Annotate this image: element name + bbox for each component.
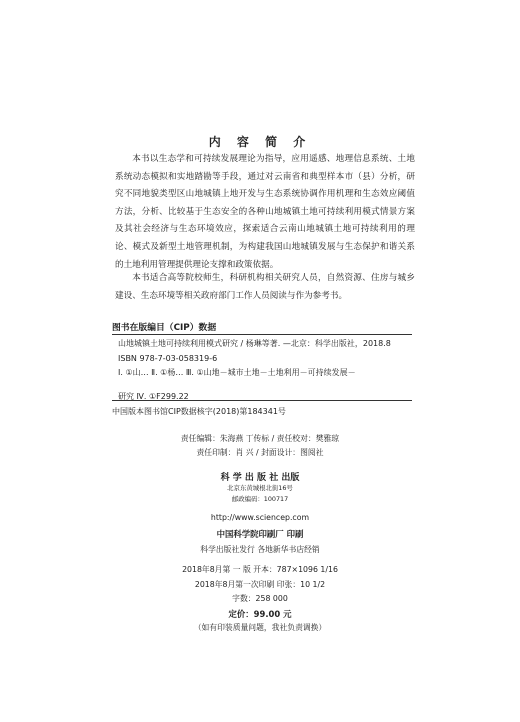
intro-paragraph-1 [115, 151, 415, 274]
printing-line: 2018年8月第一次印刷 印张：10 1/2 [194, 579, 326, 589]
cip-classification: Ⅰ. ①山… Ⅱ. ①杨… Ⅲ. ①山地－城市土地－土地利用－可持续发展－ [118, 368, 356, 377]
editors-block [0, 432, 520, 460]
cip-number: 中国版本图书馆CIP数据核字(2018)第184341号 [112, 407, 286, 416]
cip-header: 图书在版编目（CIP）数据 [112, 323, 217, 333]
publisher-name: 科 学 出 版 社 出版 [220, 473, 300, 483]
cip-title-line: 山地城镇土地可持续利用模式研究 / 杨琳等著. —北京：科学出版社，2018.8 [118, 339, 391, 348]
editors-line-2: 责任印制：肖 兴 / 封面设计：图阅社 [196, 448, 324, 457]
cip-top-rule [112, 334, 412, 335]
cip-isbn: ISBN 978-7-03-058319-6 [118, 354, 218, 363]
intro-paragraph-2-text: 本书适合高等院校师生，科研机构相关研究人员，自然资源、住房与城乡建设、生态环境等相关政府部门工作人员阅读与作为参考书。 [115, 273, 415, 301]
publisher-block [0, 470, 520, 557]
cip-classification-cont: 研究 Ⅳ. ①F299.22 [118, 392, 189, 401]
intro-paragraph-1-text: 本书以生态学和可持续发展理论为指导，应用遥感、地理信息系统、土地系统动态模拟和实地踏勘等手段，通过对云南省和典型样本市（县）分析，研究不同地貌类型区山地城镇上地开发与生态系统协调作用机理和生态效应阈值方法，分析、比较基于生态安全的各种山地城镇土地可持续利用模式情景方案及其社会经济与生态环境效应，探索适合云南山地城镇土地可持续利用的理论、模式及新型土地管理机制，为构建我国山地城镇发展与生态保护和谐关系的土地利用管理提供理论支撑和政策依据。 [115, 154, 415, 270]
publisher-website: http://www.sciencep.com [210, 513, 310, 522]
publisher-postcode: 邮政编码：100717 [231, 495, 289, 503]
editors-line-1: 责任编辑：朱海燕 丁传标 / 责任校对：樊雅琼 [180, 434, 340, 443]
printer-name: 中国科学院印刷厂 印刷 [216, 529, 304, 539]
word-count: 字数：258 000 [232, 594, 288, 603]
cip-bottom-rule [112, 400, 412, 401]
specs-block [0, 563, 520, 636]
edition-line: 2018年8月第 一 版 开本：787×1096 1/16 [182, 565, 338, 574]
intro-paragraph-2 [115, 270, 415, 305]
publisher-address: 北京东黄城根北街16号 [227, 484, 293, 492]
intro-title: 内 容 简 介 [208, 135, 312, 149]
price: 定价：99.00 元 [228, 608, 292, 619]
quality-note: （如有印装质量问题，我社负责调换） [193, 623, 327, 632]
distributor: 科学出版社发行 各地新华书店经销 [200, 545, 320, 554]
